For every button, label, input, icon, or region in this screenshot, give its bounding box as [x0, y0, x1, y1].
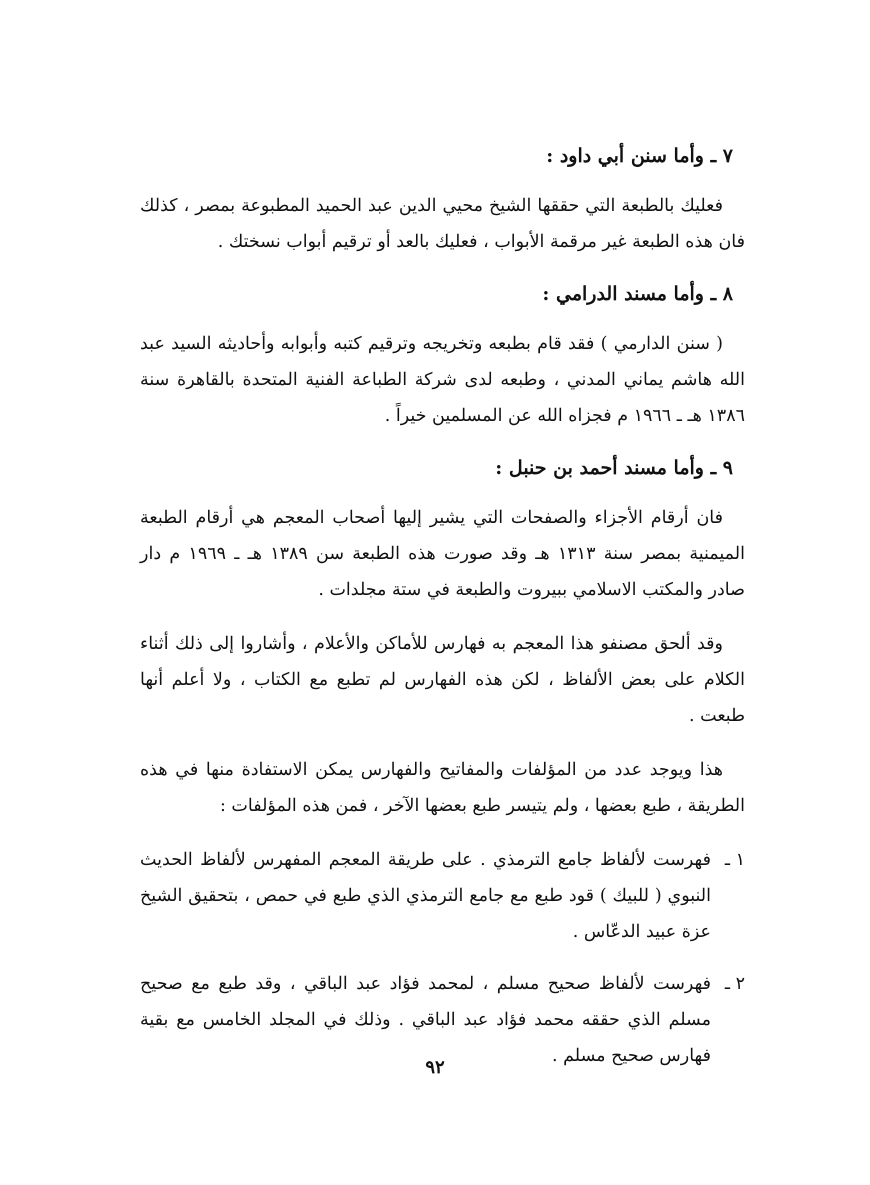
paragraph-works-intro: هذا ويوجد عدد من المؤلفات والمفاتيح والفهارس يمكن الاستفادة منها في هذه الطريقة ، طبع بعضها ، ولم يتيسر طبع بعضها الآخر ، فمن هذه المؤلفات : — [140, 760, 745, 816]
section-heading-abu-dawud: ٧ ـ وأما سنن أبي داود : — [546, 145, 733, 167]
paragraph-darimi: ( سنن الدارمي ) فقد قام بطبعه وتخريجه وترقيم كتبه وأبوابه وأحاديثه السيد عبد الله هاشم يماني المدني ، وطبعه لدى شركة الطباعة الفنية المتحدة بالقاهرة سنة ١٣٨٦ هـ ـ ١٩٦٦ م فجزاه الله عن المسلمين خيراً . — [140, 334, 745, 426]
page-body — [140, 140, 745, 1090]
list-item — [140, 842, 745, 950]
list-item-number: ١ ـ — [724, 850, 745, 870]
list-item-number: ٢ ـ — [724, 974, 745, 994]
paragraph-ahmad-editions: فان أرقام الأجزاء والصفحات التي يشير إليها أصحاب المعجم هي أرقام الطبعة الميمنية بمصر سنة ١٣١٣ هـ وقد صورت هذه الطبعة سن ١٣٨٩ هـ ـ ١٩٦٩ م دار صادر والمكتب الاسلامي ببيروت والطبعة في ستة مجلدات . — [140, 508, 745, 600]
list-item-text: فهرست لألفاظ صحيح مسلم ، لمحمد فؤاد عبد الباقي ، وقد طبع مع صحيح مسلم الذي حققه محمد فؤاد عبد الباقي . وذلك في المجلد الخامس مع بقية فهارس صحيح مسلم . — [140, 974, 711, 1066]
list-item-text: فهرست لألفاظ جامع الترمذي . على طريقة المعجم المفهرس لألفاظ الحديث النبوي ( للبيك ) قود طبع مع جامع الترمذي الذي طبع في حمص ، بتحقيق الشيخ عزة عبيد الدعّاس . — [140, 850, 711, 942]
page-number: ٩٢ — [425, 1057, 445, 1078]
paragraph-abu-dawud: فعليك بالطبعة التي حققها الشيخ محيي الدين عبد الحميد المطبوعة بمصر ، كذلك فان هذه الطبعة غير مرقمة الأبواب ، فعليك بالعد أو ترقيم أبواب نسختك . — [140, 196, 745, 252]
paragraph-indexes-note: وقد ألحق مصنفو هذا المعجم به فهارس للأماكن والأعلام ، وأشاروا إلى ذلك أثناء الكلام على بعض الألفاظ ، لكن هذه الفهارس لم تطبع مع الكتاب ، ولا أعلم أنها طبعت . — [140, 634, 745, 726]
section-heading-ahmad: ٩ ـ وأما مسند أحمد بن حنبل : — [495, 457, 733, 479]
section-heading-darimi: ٨ ـ وأما مسند الدرامي : — [542, 283, 733, 305]
